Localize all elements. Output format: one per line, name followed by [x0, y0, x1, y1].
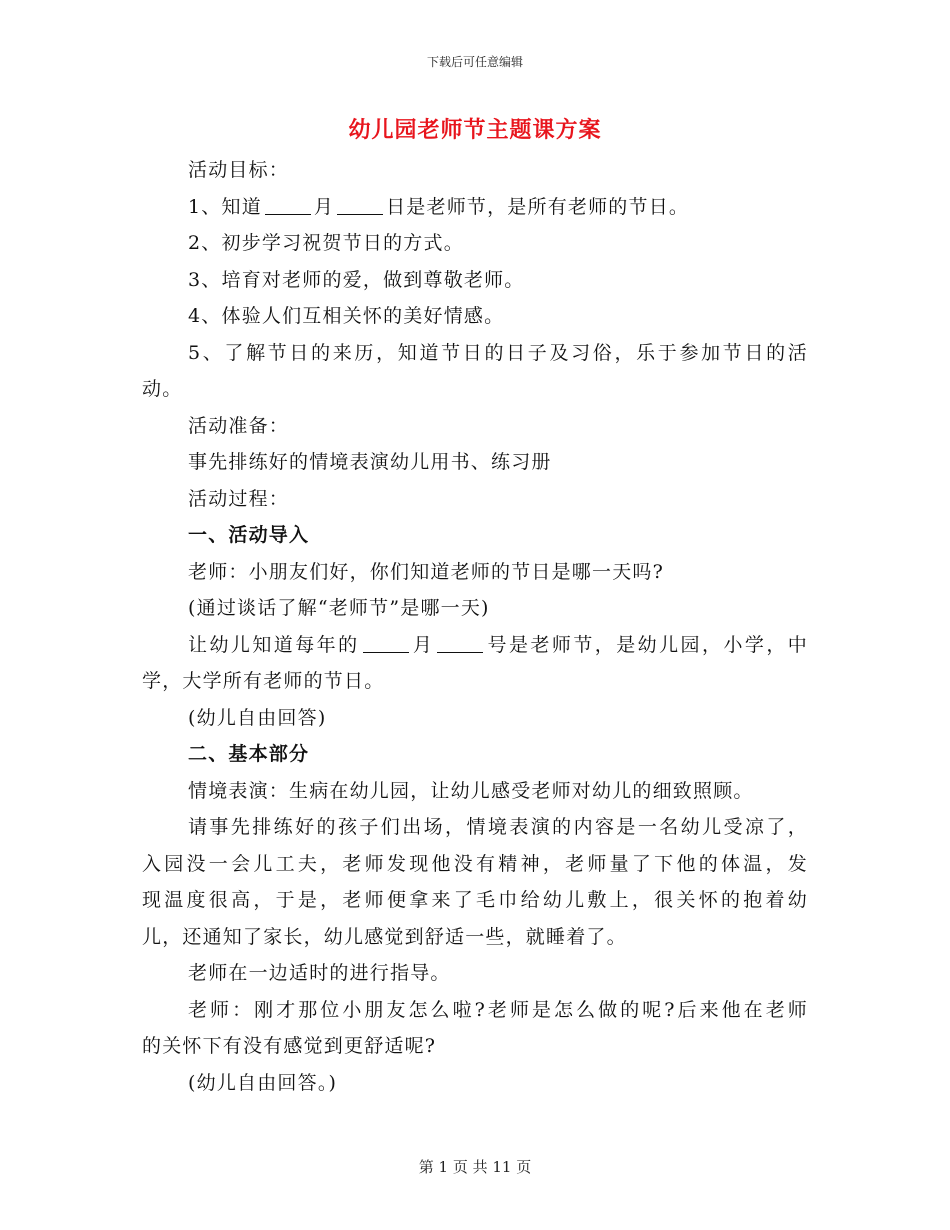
blank-line [437, 634, 483, 653]
document-title: 幼儿园老师节主题课方案 [348, 117, 602, 143]
section-2-guide: 老师在一边适时的进行指导。 [188, 962, 451, 984]
section-1-answer: (幼儿自由回答) [188, 706, 327, 729]
section-2-question-line-1: 老师：刚才那位小朋友怎么啦?老师是怎么做的呢?后来他在老师 [188, 998, 808, 1021]
page-footer-number: 第 1 页 共 11 页 [418, 1158, 532, 1176]
preparation-heading: 活动准备： [188, 414, 290, 437]
section-2-para-line-3: 现温度很高，于是，老师便拿来了毛巾给幼儿敷上，很关怀的抱着幼 [142, 889, 808, 911]
objective-item-5-line-2: 动。 [142, 378, 183, 400]
section-2-question-line-2: 的关怀下有没有感觉到更舒适呢? [142, 1035, 437, 1057]
blank-line [337, 196, 383, 215]
objective-item-1: 1、知道 月 日是老师节，是所有老师的节日。 [188, 195, 690, 218]
objectives-heading: 活动目标： [188, 159, 290, 181]
section-2-scene: 情境表演：生病在幼儿园，让幼儿感受老师对幼儿的细致照顾。 [188, 779, 754, 802]
blank-line [363, 634, 409, 653]
objective-item-5-line-1: 5、了解节日的来历，知道节日的日子及习俗，乐于参加节日的活 [188, 341, 808, 364]
section-1-line-1: 让幼儿知道每年的 月 号是老师节，是幼儿园，小学，中 [188, 633, 808, 656]
section-1-question: 老师：小朋友们好，你们知道老师的节日是哪一天吗? [188, 560, 664, 583]
blank-line [265, 196, 311, 215]
document-body [142, 152, 808, 1101]
section-1-title: 一、活动导入 [188, 524, 310, 546]
section-2-para-line-1: 请事先排练好的孩子们出场，情境表演的内容是一名幼儿受凉了， [188, 816, 808, 838]
section-2-title: 二、基本部分 [188, 743, 310, 765]
section-2-para-line-2: 入园没一会儿工夫，老师发现他没有精神，老师量了下他的体温，发 [142, 852, 808, 875]
section-2-para-line-4: 儿，还通知了家长，幼儿感觉到舒适一些，就睡着了。 [142, 925, 627, 948]
section-1-note: (通过谈话了解“老师节”是哪一天) [188, 597, 490, 619]
section-1-line-2: 学，大学所有老师的节日。 [142, 670, 385, 692]
section-2-answer: (幼儿自由回答。) [188, 1071, 338, 1094]
page-header-note: 下载后可任意编辑 [426, 55, 523, 69]
objective-item-3: 3、培育对老师的爱，做到尊敬老师。 [188, 268, 525, 291]
objective-item-2: 2、初步学习祝贺节日的方式。 [188, 232, 464, 254]
objective-item-4: 4、体验人们互相关怀的美好情感。 [188, 305, 505, 327]
preparation-text: 事先排练好的情境表演幼儿用书、练习册 [188, 451, 552, 473]
process-heading: 活动过程： [188, 487, 290, 510]
